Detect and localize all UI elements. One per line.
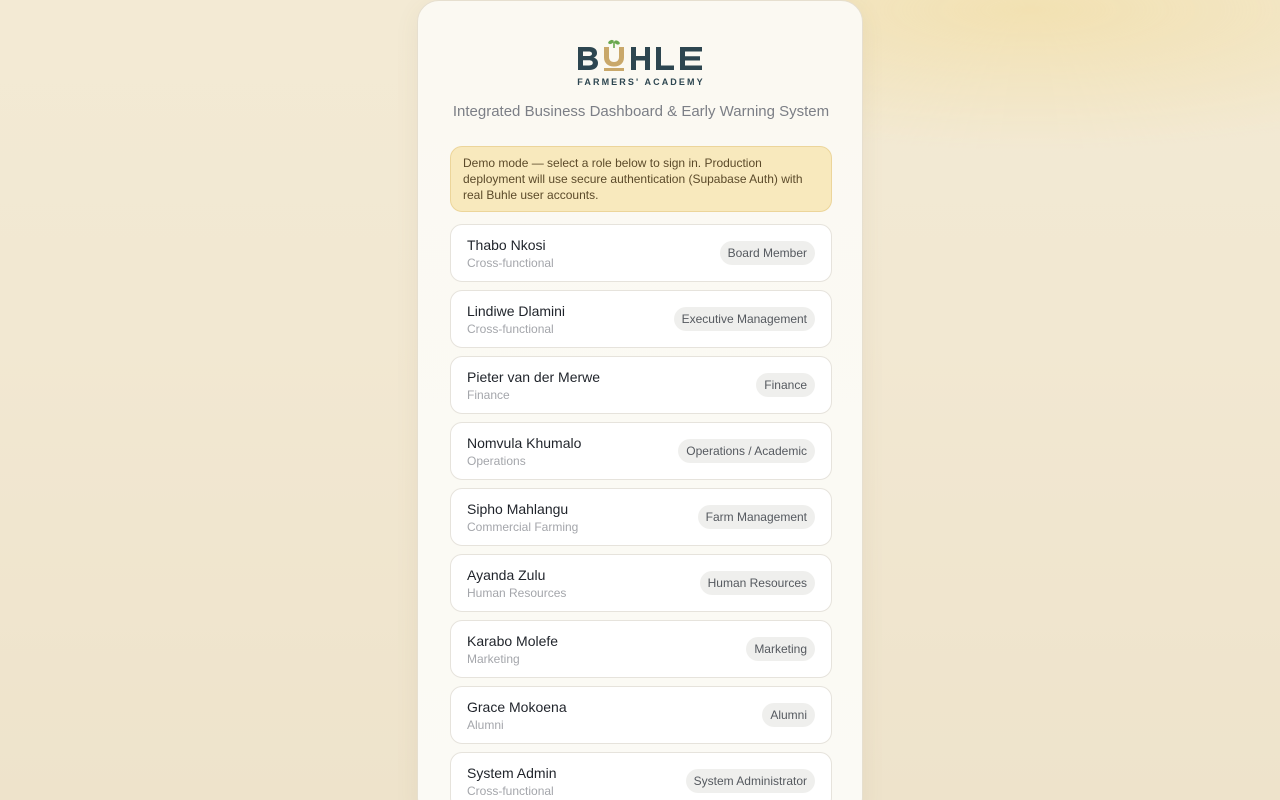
user-department: Human Resources (467, 586, 567, 600)
role-badge: Executive Management (674, 307, 815, 331)
user-department: Cross-functional (467, 784, 554, 798)
user-option-nomvula-khumalo[interactable] (450, 422, 832, 480)
role-badge: System Administrator (686, 769, 815, 793)
role-badge: Farm Management (698, 505, 815, 529)
user-name: System Admin (467, 765, 557, 781)
role-badge: Human Resources (700, 571, 815, 595)
user-department: Cross-functional (467, 256, 554, 270)
role-badge: Marketing (746, 637, 815, 661)
user-name: Nomvula Khumalo (467, 435, 582, 451)
page-subtitle: Integrated Business Dashboard & Early Warning System (452, 103, 830, 120)
user-option-system-admin[interactable] (450, 752, 832, 800)
role-badge: Board Member (720, 241, 815, 265)
user-option-grace-mokoena[interactable] (450, 686, 832, 744)
user-department: Alumni (467, 718, 504, 732)
user-option-pieter-van-der-merwe[interactable] (450, 356, 832, 414)
role-badge: Alumni (762, 703, 815, 727)
demo-mode-notice: Demo mode — select a role below to sign in. Production deployment will use secure authentication (Supabase Auth) with real Buhle user accounts. (450, 146, 832, 212)
user-name: Grace Mokoena (467, 699, 567, 715)
user-name: Pieter van der Merwe (467, 369, 601, 385)
user-department: Operations (467, 454, 526, 468)
user-option-lindiwe-dlamini[interactable] (450, 290, 832, 348)
role-badge: Operations / Academic (678, 439, 815, 463)
role-badge: Finance (756, 373, 815, 397)
user-department: Finance (467, 388, 510, 402)
user-option-ayanda-zulu[interactable] (450, 554, 832, 612)
buhle-logo (576, 33, 706, 89)
buhle-wordmark (576, 39, 706, 73)
user-list (450, 224, 832, 800)
user-department: Marketing (467, 652, 520, 666)
user-department: Cross-functional (467, 322, 554, 336)
user-name: Lindiwe Dlamini (467, 303, 566, 319)
login-card (417, 0, 863, 800)
user-option-thabo-nkosi[interactable] (450, 224, 832, 282)
user-option-karabo-molefe[interactable] (450, 620, 832, 678)
user-name: Karabo Molefe (467, 633, 559, 649)
user-name: Thabo Nkosi (467, 237, 546, 253)
user-name: Ayanda Zulu (467, 567, 546, 583)
user-option-sipho-mahlangu[interactable] (450, 488, 832, 546)
user-department: Commercial Farming (467, 520, 579, 534)
user-name: Sipho Mahlangu (467, 501, 569, 517)
logo-tagline: FARMERS' ACADEMY (577, 77, 705, 87)
